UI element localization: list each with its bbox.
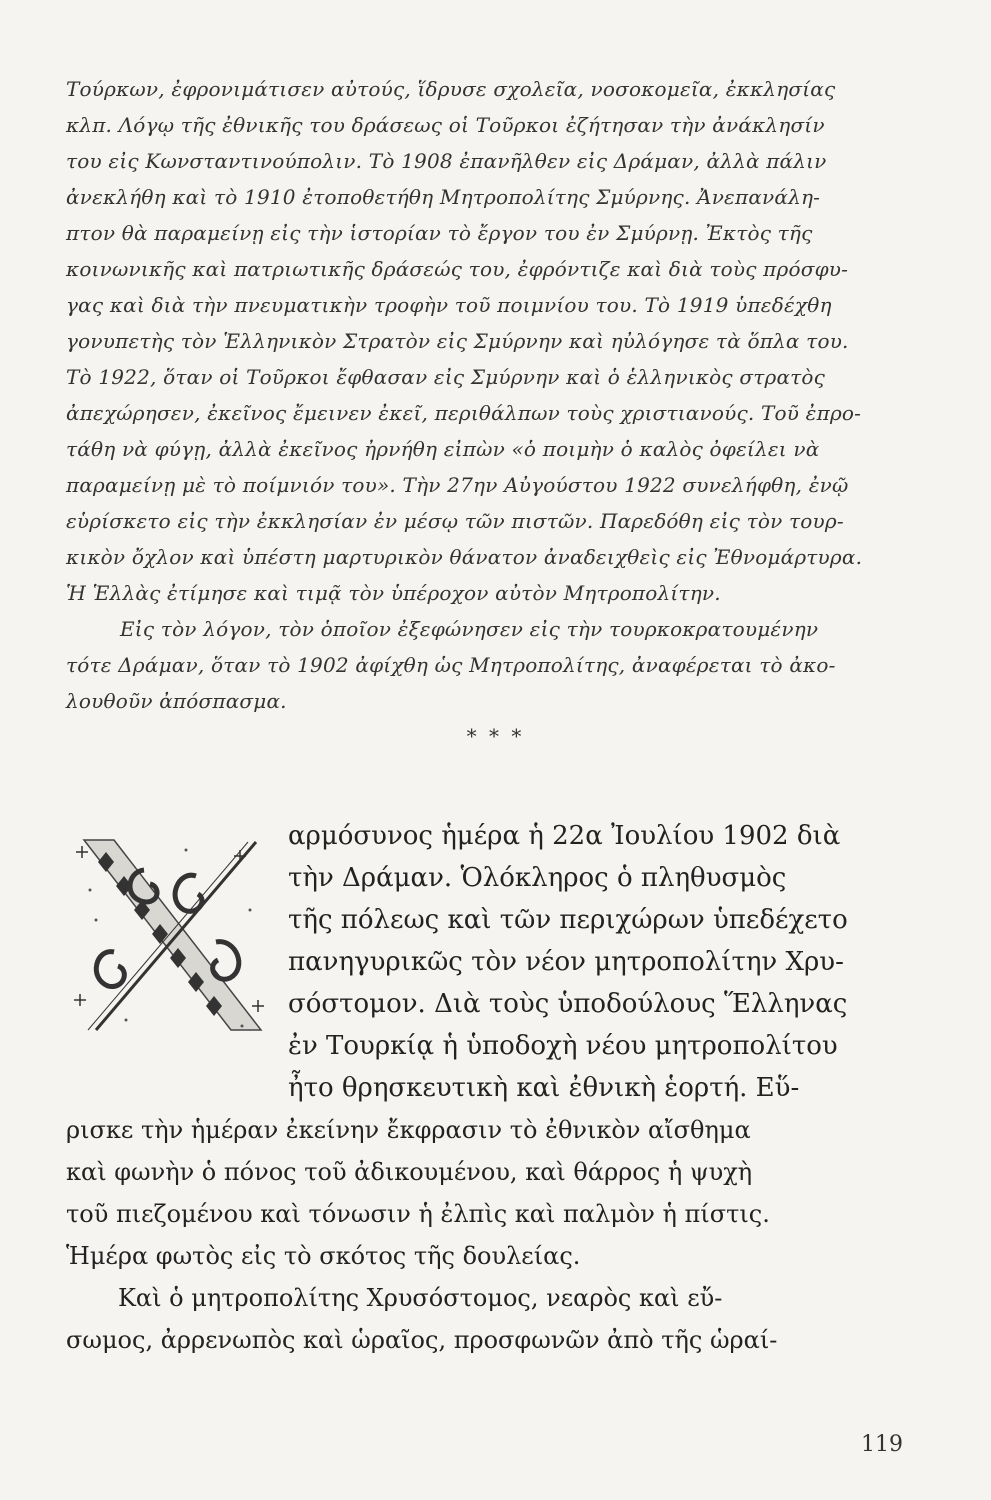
italic-line: τάθη νὰ φύγῃ, ἀλλὰ ἐκεῖνος ἠρνήθη εἰπὼν «ὁ ποιμὴν ὁ καλὸς ὀφείλει νὰ [66,437,820,461]
italic-line: ἀπεχώρησεν, ἐκεῖνος ἔμεινεν ἐκεῖ, περιθάλπων τοὺς χριστιανούς. Τοῦ ἐπρο- [66,401,862,425]
body-line: ἦτο θρησκευτικὴ καὶ ἐθνικὴ ἑορτή. Εὕ- [288,1073,800,1103]
body-line: σωμος, ἀρρενωπὸς καὶ ὡραῖος, προσφωνῶν ἀπὸ τῆς ὡραί- [66,1326,778,1354]
body-line: αρμόσυνος ἡμέρα ἡ 22α Ἰουλίου 1902 διὰ [288,821,841,851]
italic-line: του εἰς Κωνσταντινούπολιν. Τὸ 1908 ἐπανῆλθεν εἰς Δράμαν, ἀλλὰ πάλιν [66,149,827,173]
body-line: τοῦ πιεζομένου καὶ τόνωσιν ἡ ἐλπὶς καὶ παλμὸν ἡ πίστις. [66,1200,770,1228]
italic-line: γας καὶ διὰ τὴν πνευματικὴν τροφὴν τοῦ ποιμνίου του. Τὸ 1919 ὑπεδέχθη [66,293,832,317]
italic-line: τότε Δράμαν, ὅταν τὸ 1902 ἀφίχθη ὡς Μητροπολίτης, ἀναφέρεται τὸ ἀκο- [66,653,836,677]
body-line: ἐν Τουρκίᾳ ἡ ὑποδοχὴ νέου μητροπολίτου [288,1031,838,1061]
italic-line: εὑρίσκετο εἰς τὴν ἐκκλησίαν ἐν μέσῳ τῶν πιστῶν. Παρεδόθη εἰς τὸν τουρ- [66,509,844,533]
body-line: σόστομον. Διὰ τοὺς ὑποδούλους Ἕλληνας [288,989,848,1019]
body-line: Ἡμέρα φωτὸς εἰς τὸ σκότος τῆς δουλείας. [66,1242,581,1270]
italic-line: Τὸ 1922, ὅταν οἱ Τοῦρκοι ἔφθασαν εἰς Σμύρνην καὶ ὁ ἑλληνικὸς στρατὸς [66,365,826,389]
italic-line: κικὸν ὄχλον καὶ ὑπέστη μαρτυρικὸν θάνατον ἀναδειχθεὶς εἰς Ἐθνομάρτυρα. [66,545,863,569]
body-line: πανηγυρικῶς τὸν νέον μητροπολίτην Χρυ- [288,947,844,977]
body-line: ρισκε τὴν ἡμέραν ἐκείνην ἔκφρασιν τὸ ἐθνικὸν αἴσθημα [66,1116,751,1144]
italic-line: ἀνεκλήθη καὶ τὸ 1910 ἐτοποθετήθη Μητροπολίτης Σμύρνης. Ἀνεπανάλη- [66,185,821,209]
body-line: τῆς πόλεως καὶ τῶν περιχώρων ὑπεδέχετο [288,905,848,935]
body-line: τὴν Δράμαν. Ὁλόκληρος ὁ πληθυσμὸς [288,863,787,893]
drop-cap-initial [66,830,276,1040]
italic-line: Εἰς τὸν λόγον, τὸν ὁποῖον ἐξεφώνησεν εἰς τὴν τουρκοκρατουμένην [120,617,819,641]
page-number: 119 [861,1432,903,1457]
italic-line: Τούρκων, ἐφρονιμάτισεν αὐτούς, ἵδρυσε σχολεῖα, νοσοκομεῖα, ἐκκλησίας [66,77,836,101]
italic-line: κοινωνικῆς καὶ πατριωτικῆς δράσεώς του, ἐφρόντιζε καὶ διὰ τοὺς πρόσφυ- [66,257,849,281]
italic-line: Ἡ Ἑλλὰς ἐτίμησε καὶ τιμᾷ τὸν ὑπέροχον αὐτὸν Μητροπολίτην. [66,581,721,605]
ornamental-chi-icon [66,830,276,1040]
italic-line: κλπ. Λόγῳ τῆς ἐθνικῆς του δράσεως οἱ Τοῦρκοι ἐζήτησαν τὴν ἀνάκλησίν [66,113,825,137]
italic-line: γονυπετὴς τὸν Ἑλληνικὸν Στρατὸν εἰς Σμύρνην καὶ ηὐλόγησε τὰ ὅπλα του. [66,329,849,353]
section-separator: * * * [466,724,525,748]
italic-line: πτον θὰ παραμείνῃ εἰς τὴν ἱστορίαν τὸ ἔργον του ἐν Σμύρνῃ. Ἐκτὸς τῆς [66,221,813,245]
italic-line: παραμείνῃ μὲ τὸ ποίμνιόν του». Τὴν 27ην Αὐγούστου 1922 συνελήφθη, ἐνῷ [66,473,849,497]
italic-line: λουθοῦν ἀπόσπασμα. [66,689,287,713]
body-line: καὶ φωνὴν ὁ πόνος τοῦ ἀδικουμένου, καὶ θάρρος ἡ ψυχὴ [66,1158,753,1186]
body-line: Καὶ ὁ μητροπολίτης Χρυσόστομος, νεαρὸς καὶ εὔ- [118,1284,723,1312]
